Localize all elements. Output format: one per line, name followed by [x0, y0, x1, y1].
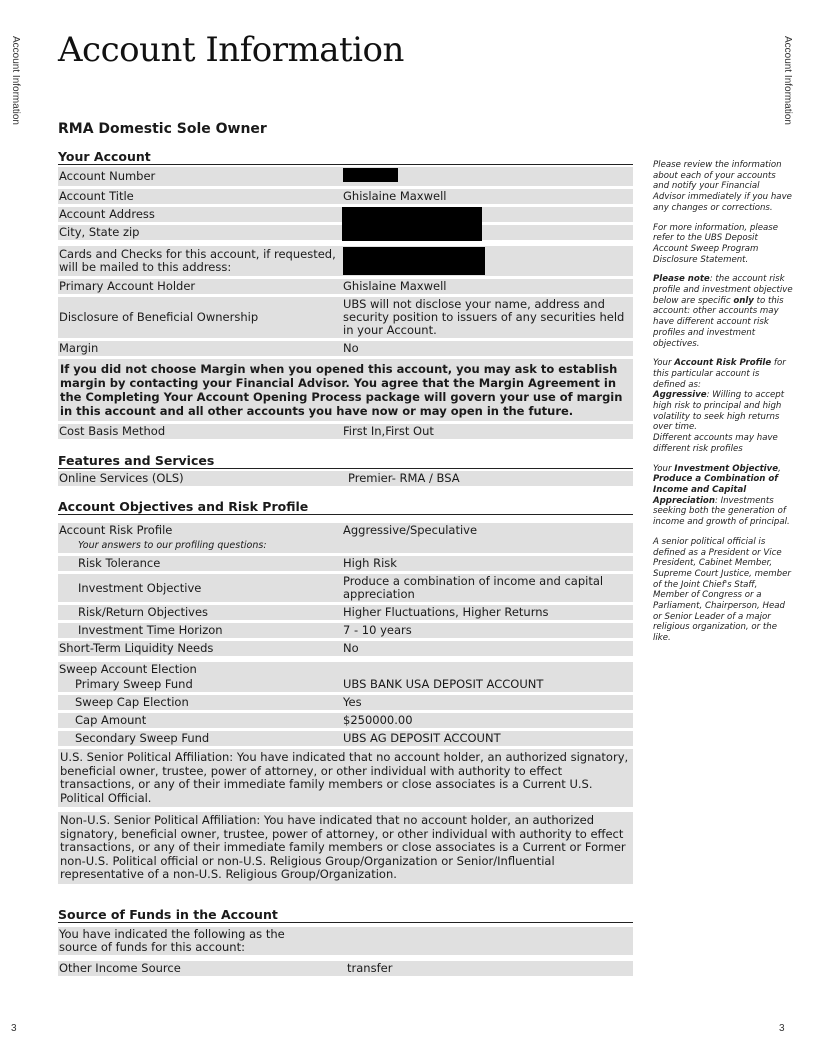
secondary-sweep-row [58, 731, 633, 746]
account-title-value: Ghislaine Maxwell [343, 189, 447, 203]
secondary-sweep-value: UBS AG DEPOSIT ACCOUNT [343, 731, 501, 745]
redaction-bar [343, 247, 485, 275]
margin-note: If you did not choose Margin when you opened this account, you may ask to establish margin by contacting your Financial Advisor. You agree that the Margin Agreement in the Completing Your Account Opening Process package will govern your use of margin in this account and all other accounts you have now or may open in the future. [58, 359, 633, 421]
account-title-label: Account Title [59, 189, 134, 203]
profiling-note-row [58, 538, 633, 553]
profiling-note: Your answers to our profiling questions: [78, 540, 267, 551]
cap-amount-value: $250000.00 [343, 713, 413, 727]
primary-holder-label: Primary Account Holder [59, 279, 196, 293]
risk-profile-value: Aggressive/Speculative [343, 523, 478, 537]
margin-value: No [343, 341, 359, 355]
review-note: Please review the information about each of your accounts and notify your Financial Advisor immediately if you have any changes or corrections. [653, 160, 792, 213]
funds-heading: Source of Funds in the Account [58, 908, 633, 923]
risk-profile-label: Account Risk Profile [59, 523, 173, 537]
risk-profile-row [58, 523, 633, 538]
sidebar-notes [653, 160, 793, 653]
funds-source-label: You have indicated the following as the source of funds for this account: [59, 926, 285, 954]
funds-source-row [58, 927, 633, 955]
online-services-value: Premier- RMA / BSA [348, 471, 460, 485]
right-margin-label: Account Information [782, 36, 793, 125]
more-info-note: For more information, please refer to the UBS Deposit Account Sweep Program Disclosure Statement. [653, 222, 779, 265]
sweep-cap-value: Yes [343, 695, 362, 709]
cost-basis-value: First In,First Out [343, 424, 434, 438]
other-income-row [58, 961, 633, 976]
liquidity-label: Short-Term Liquidity Needs [59, 641, 214, 655]
other-income-label: Other Income Source [59, 960, 181, 975]
online-services-row [58, 471, 633, 486]
features-heading: Features and Services [58, 454, 633, 469]
cost-basis-row [58, 424, 633, 439]
page-number-right: 3 [779, 1023, 785, 1034]
account-address-label: Account Address [59, 207, 155, 221]
risk-profile-note: Your Account Risk Profile for this particular account is defined as: Aggressive: Willing to accept high risk to principal and high volatility to seek high returns over time. Different accounts may have different risk profiles [653, 358, 786, 454]
us-political-affiliation: U.S. Senior Political Affiliation: You have indicated that no account holder, an authorized signatory, beneficial owner, trustee, power of attorney, or other individual with authority to effect transactions, or any of their immediate family members or close associates is a Current U.S. Political Official. [58, 749, 633, 807]
primary-sweep-value: UBS BANK USA DEPOSIT ACCOUNT [343, 677, 544, 691]
other-income-value: transfer [347, 960, 393, 975]
risk-return-row [58, 605, 633, 620]
city-state-zip-label: City, State zip [59, 225, 140, 239]
your-account-heading: Your Account [58, 150, 633, 165]
primary-sweep-row [58, 677, 633, 692]
investment-objective-label: Investment Objective [78, 580, 202, 595]
cap-amount-row [58, 713, 633, 728]
page-title: Account Information [58, 30, 404, 70]
risk-return-value: Higher Fluctuations, Higher Returns [343, 605, 549, 619]
risk-tolerance-label: Risk Tolerance [78, 556, 161, 570]
secondary-sweep-label: Secondary Sweep Fund [75, 731, 210, 745]
account-details [58, 150, 633, 979]
cards-checks-row [58, 246, 633, 276]
cards-checks-label: Cards and Checks for this account, if requested, will be mailed to this address: [59, 247, 336, 274]
non-us-political-affiliation: Non-U.S. Senior Political Affiliation: You have indicated that no account holder, an authorized signatory, beneficial owner, trustee, power of attorney, or other individual with authority to effect transactions, or any of their immediate family members or close associates is a Current or Former non-U.S. Political official or non-U.S. Religious Group/Organization or Senior/Influential representative of a non-U.S. Religious Group/Organization. [58, 812, 633, 884]
please-note: Please note: the account risk profile and investment objective below are specific only to this account: other accounts may have different account risk profiles and investment objectives. [653, 274, 793, 349]
objectives-heading: Account Objectives and Risk Profile [58, 500, 633, 515]
sweep-election-label: Sweep Account Election [59, 662, 197, 676]
risk-tolerance-row [58, 556, 633, 571]
account-number-label: Account Number [59, 169, 156, 183]
disclosure-row [58, 297, 633, 338]
page-number-left: 3 [11, 1023, 17, 1034]
address-block [58, 207, 633, 240]
cap-amount-label: Cap Amount [75, 713, 147, 727]
sweep-cap-row [58, 695, 633, 710]
margin-label: Margin [59, 341, 99, 355]
primary-sweep-label: Primary Sweep Fund [75, 677, 193, 691]
primary-holder-row [58, 279, 633, 294]
redaction-bar [342, 207, 482, 241]
disclosure-value: UBS will not disclose your name, address and security position to issuers of any securities held in your Account. [343, 297, 625, 337]
cost-basis-label: Cost Basis Method [59, 424, 166, 438]
investment-objective-value: Produce a combination of income and capital appreciation [343, 574, 604, 601]
time-horizon-label: Investment Time Horizon [78, 623, 223, 637]
risk-tolerance-value: High Risk [343, 556, 397, 570]
time-horizon-row [58, 623, 633, 638]
account-number-row [58, 167, 633, 186]
online-services-label: Online Services (OLS) [59, 471, 184, 485]
margin-row [58, 341, 633, 356]
redaction-bar [343, 168, 398, 182]
investment-objective-note: Your Investment Objective, Produce a Combination of Income and Capital Appreciation: Investments seeking both the generation of income and growth of principal. [653, 463, 790, 528]
political-official-note: A senior political official is defined as a President or Vice President, Cabinet Member, Supreme Court Justice, member of the Joint Chief's Staff, Member of Congress or a Parliament, Chairperson, Head or Senior Leader of a major religious organization, or the like. [653, 536, 791, 644]
risk-return-label: Risk/Return Objectives [78, 605, 209, 619]
left-margin-label: Account Information [10, 36, 21, 125]
sweep-election-row [58, 662, 633, 677]
primary-holder-value: Ghislaine Maxwell [343, 279, 447, 293]
disclosure-label: Disclosure of Beneficial Ownership [59, 310, 259, 324]
investment-objective-row [58, 574, 633, 602]
account-title-row [58, 189, 633, 204]
sweep-cap-label: Sweep Cap Election [75, 695, 189, 709]
time-horizon-value: 7 - 10 years [343, 623, 412, 637]
account-type-subtitle: RMA Domestic Sole Owner [58, 121, 267, 137]
liquidity-value: No [343, 641, 359, 655]
liquidity-row [58, 641, 633, 656]
